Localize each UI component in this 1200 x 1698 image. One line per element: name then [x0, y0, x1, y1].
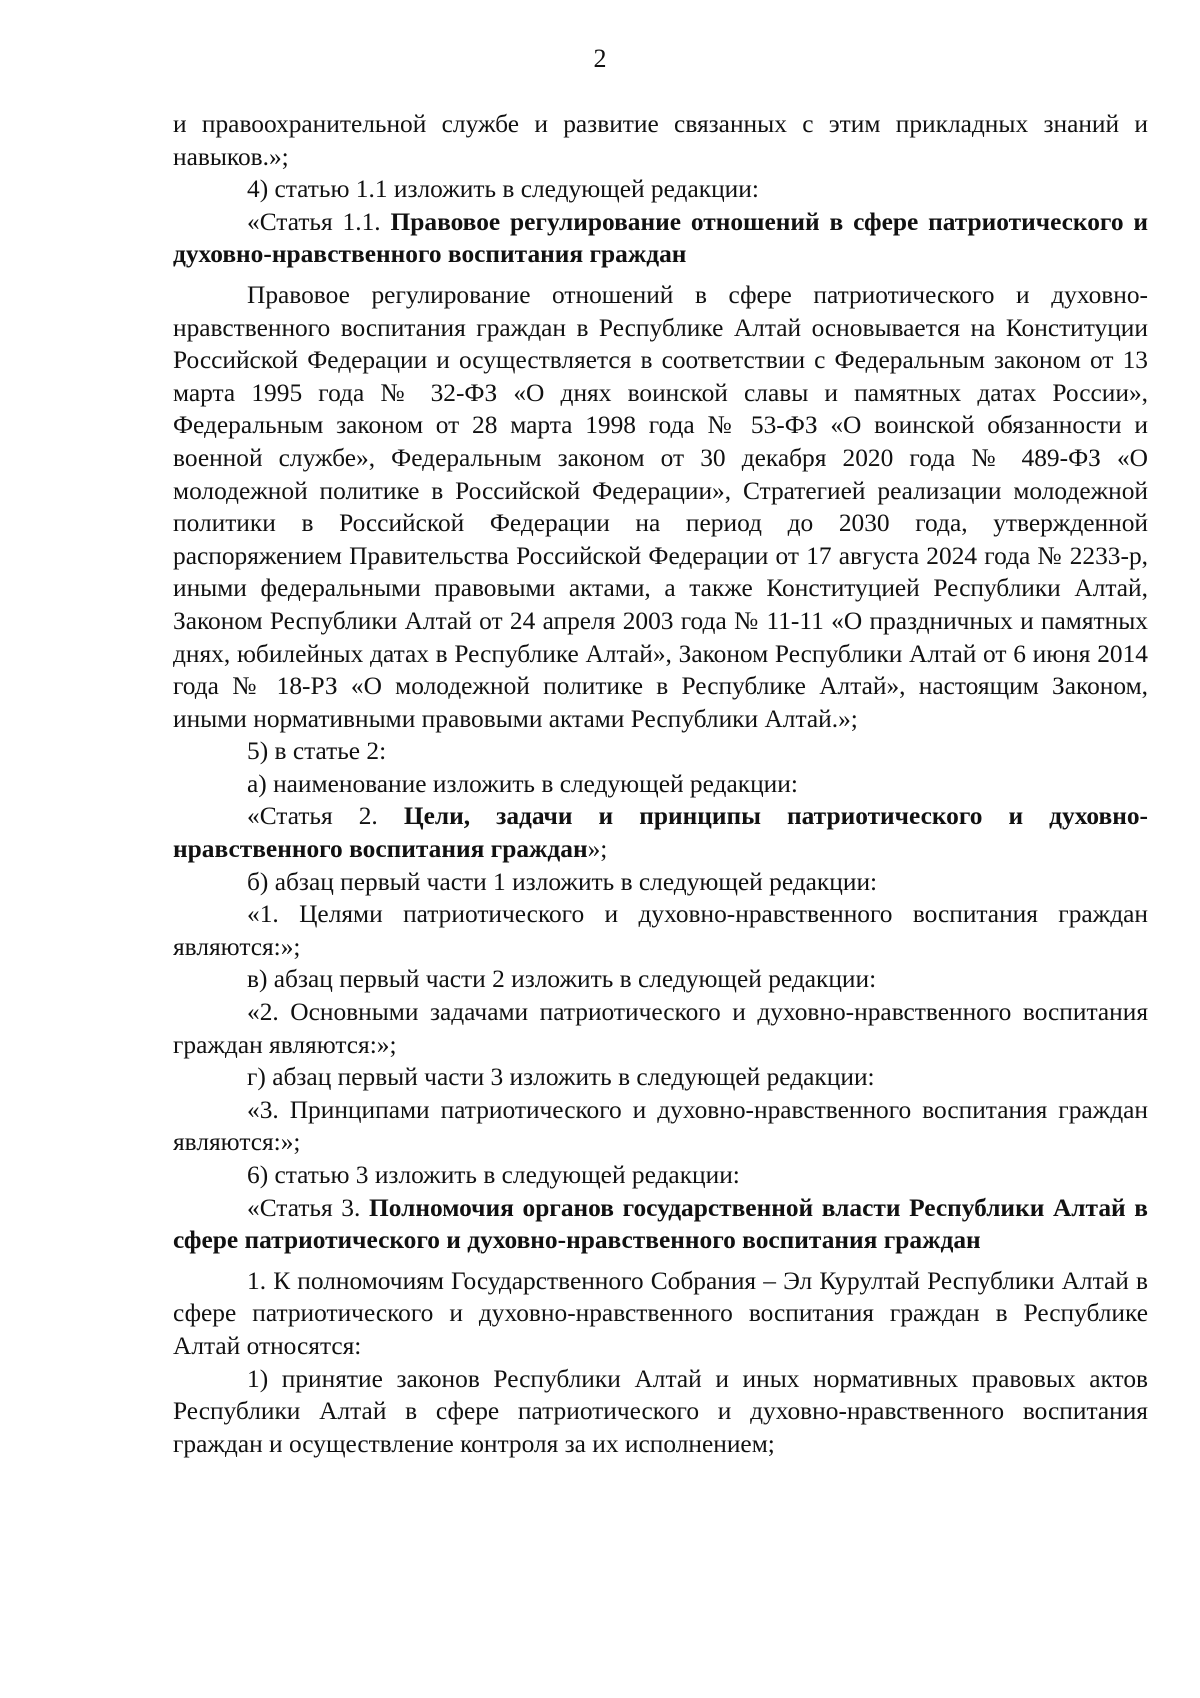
article-title-bold: Полномочия органов государственной власти Республики Алтай в сфере патриотического и духовно-нравственного воспитания граждан: [173, 1193, 1148, 1255]
article-title-bold: Правовое регулирование отношений в сфере патриотического и духовно-нравственного воспитания граждан: [173, 207, 1149, 269]
article-title: [173, 206, 1148, 271]
paragraph: «3. Принципами патриотического и духовно-нравственного воспитания граждан являются:»;: [173, 1095, 1148, 1157]
paragraph: «2. Основными задачами патриотического и духовно-нравственного воспитания граждан являются:»;: [173, 998, 1148, 1059]
document-body: [173, 108, 1148, 1460]
paragraph: и правоохранительной службе и развитие связанных с этим прикладных знаний и навыков.»;: [173, 110, 1148, 171]
paragraph: а) наименование изложить в следующей редакции:: [247, 769, 798, 798]
paragraph: 1) принятие законов Республики Алтай и иных нормативных правовых актов Республики Алтай в сфере патриотического и духовно-нравственного воспитания граждан и осуществление контроля за их исполнением;: [173, 1364, 1148, 1458]
paragraph: 5) в статье 2:: [247, 737, 387, 766]
article-title-prefix: «Статья 1.1.: [247, 207, 391, 236]
article-title-suffix: »;: [587, 835, 608, 864]
paragraph: Правовое регулирование отношений в сфере патриотического и духовно-нравственного воспитания граждан в Республике Алтай основывается на Конституции Российской Федерации и осуществляется в соответствии с Федеральным законом от 13 марта 1995 года № 32-ФЗ «О днях воинской славы и памятных датах России», Федеральным законом от 28 марта 1998 года № 53-ФЗ «О воинской обязанности и военной службе», Федеральным законом от 30 декабря 2020 года № 489-ФЗ «О молодежной политике в Российской Федерации», Стратегией реализации молодежной политики в Российской Федерации на период до 2030 года, утвержденной распоряжением Правительства Российской Федерации от 17 августа 2024 года № 2233-р, иными федеральными правовыми актами, а также Конституцией Республики Алтай, Законом Республики Алтай от 24 апреля 2003 года № 11-11 «О праздничных и памятных днях, юбилейных датах в Республике Алтай», Законом Республики Алтай от 6 июня 2014 года № 18-РЗ «О молодежной политике в Республике Алтай», настоящим Законом, иными нормативными правовыми актами Республики Алтай.»;: [173, 280, 1148, 733]
page-number: 2: [593, 44, 607, 73]
paragraph: 6) статью 3 изложить в следующей редакции:: [247, 1161, 740, 1189]
article-title-prefix: «Статья 3.: [247, 1193, 369, 1222]
paragraph: г) абзац первый части 3 изложить в следующей редакции:: [247, 1063, 875, 1092]
article-title-prefix: «Статья 2.: [247, 802, 404, 831]
paragraph: 4) статью 1.1 изложить в следующей редакции:: [247, 175, 759, 204]
paragraph: «1. Целями патриотического и духовно-нравственного воспитания граждан являются:»;: [173, 900, 1148, 961]
article-title: [173, 1192, 1148, 1257]
paragraph: в) абзац первый части 2 изложить в следующей редакции:: [247, 965, 877, 994]
article-title: [173, 800, 1148, 865]
paragraph: б) абзац первый части 1 изложить в следующей редакции:: [247, 867, 878, 896]
paragraph: 1. К полномочиям Государственного Собрания – Эл Курултай Республики Алтай в сфере патриотического и духовно-нравственного воспитания граждан в Республике Алтай относятся:: [173, 1266, 1148, 1360]
article-title-bold: Цели, задачи и принципы патриотического и духовно-нравственного воспитания граждан: [173, 802, 1148, 864]
